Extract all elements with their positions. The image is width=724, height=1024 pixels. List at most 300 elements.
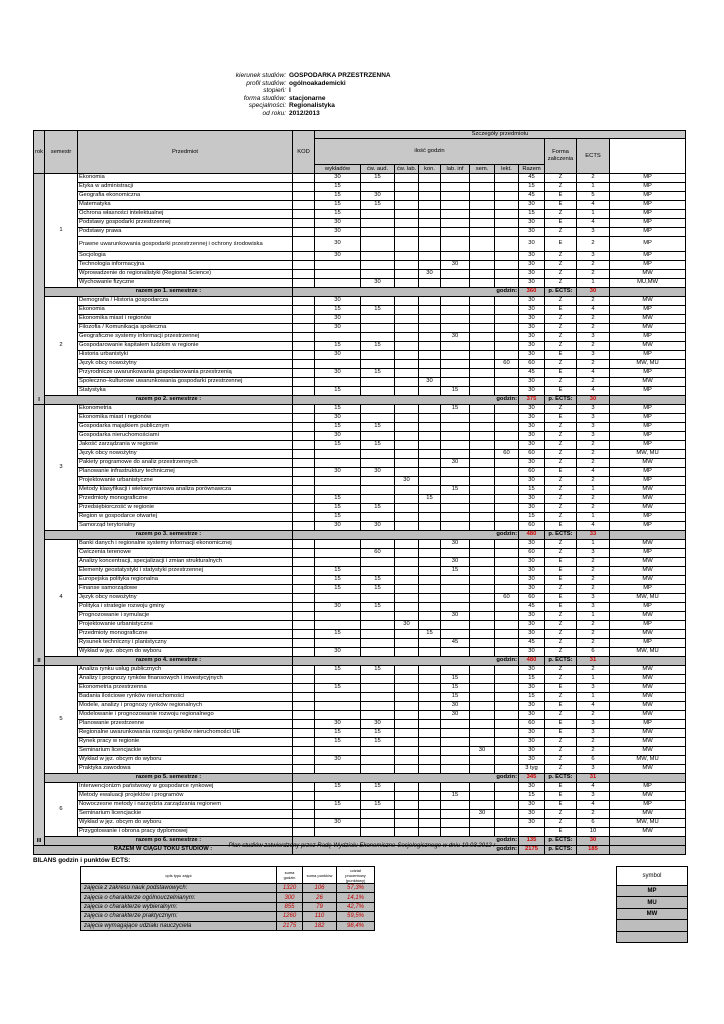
bilans-punktow: 26 (303, 893, 337, 902)
course-cw-lab (395, 174, 419, 183)
course-cw-aud (361, 819, 395, 828)
course-lekt (495, 192, 519, 201)
course-lekt: 60 (495, 360, 519, 369)
summary-ects: 30 (577, 396, 610, 405)
course-sem (470, 261, 495, 270)
course-wykladow (315, 711, 361, 720)
course-ects: 1 (577, 486, 610, 495)
course-name: Banki danych i regionalne systemy informacji ekonomicznej (78, 540, 293, 549)
course-sem (470, 252, 495, 261)
course-lab-inf (441, 765, 470, 774)
summary-godzin: 135 (519, 837, 545, 846)
course-lekt (495, 828, 519, 837)
course-name: Geograficzne systemy informacji przestrzennej (78, 333, 293, 342)
course-modul: MW (610, 504, 686, 513)
course-cw-lab (395, 387, 419, 396)
course-wykladow: 15 (315, 387, 361, 396)
course-kod (293, 639, 315, 648)
course-sem (470, 801, 495, 810)
table-row (34, 783, 686, 792)
header-row (0, 80, 724, 88)
course-lekt (495, 351, 519, 360)
course-wykladow: 15 (315, 729, 361, 738)
course-kod (293, 720, 315, 729)
course-forma: Z (545, 324, 577, 333)
course-lekt (495, 549, 519, 558)
total-godzin-label: godzin: (293, 846, 519, 855)
course-name: Modelowanie i prognozowanie rozwoju regionalnego (78, 711, 293, 720)
course-cw-aud: 15 (361, 585, 395, 594)
course-cw-aud (361, 210, 395, 219)
course-cw-aud (361, 702, 395, 711)
course-lab-inf (441, 810, 470, 819)
bilans-punktow: 110 (303, 912, 337, 921)
course-kod (293, 477, 315, 486)
course-wykladow (315, 450, 361, 459)
course-razem: 30 (519, 279, 545, 288)
semester-label: 5 (45, 666, 78, 774)
course-modul: MP (610, 387, 686, 396)
course-modul: MW (610, 378, 686, 387)
table-row (34, 342, 686, 351)
course-lekt (495, 270, 519, 279)
course-name: Metody ewaluacji projektów i programów (78, 792, 293, 801)
course-cw-aud (361, 675, 395, 684)
course-lekt (495, 252, 519, 261)
course-lab-inf (441, 174, 470, 183)
course-name: Etyka w administracji (78, 183, 293, 192)
course-wykladow (315, 792, 361, 801)
course-wykladow: 30 (315, 648, 361, 657)
course-cw-lab (395, 828, 419, 837)
course-forma: E (545, 219, 577, 228)
course-forma: Z (545, 279, 577, 288)
course-lekt (495, 261, 519, 270)
course-lab-inf (441, 210, 470, 219)
table-row (34, 810, 686, 819)
course-cw-aud (361, 252, 395, 261)
course-kon (419, 567, 441, 576)
course-cw-lab (395, 201, 419, 210)
course-sem (470, 513, 495, 522)
course-sem (470, 279, 495, 288)
course-sem (470, 342, 495, 351)
course-kod (293, 513, 315, 522)
col-lekt: lekt. (495, 165, 519, 174)
course-lekt (495, 414, 519, 423)
summary-label: razem po 6. semestrze : (45, 837, 293, 846)
header-value: 2012/2013 (289, 109, 320, 117)
header-value: stacjonarne (289, 94, 326, 102)
header-row (0, 102, 724, 110)
course-lab-inf: 30 (441, 459, 470, 468)
course-sem (470, 306, 495, 315)
course-ects: 6 (577, 756, 610, 765)
course-kon (419, 549, 441, 558)
course-lekt (495, 333, 519, 342)
bilans-opis: zajęcia o charakterze ogólnouczelnianym: (81, 893, 277, 902)
course-kon (419, 183, 441, 192)
bilans-godzin: 2175 (277, 921, 303, 930)
course-name: Projektowanie urbanistyczne (78, 621, 293, 630)
bilans-header-row (81, 867, 375, 884)
table-row (34, 468, 686, 477)
col-szczegoly: Szczegóły przedmiotu (315, 131, 686, 139)
course-ects: 4 (577, 306, 610, 315)
table-row (34, 192, 686, 201)
table-row (34, 414, 686, 423)
summary-godzin-label: godzin: (293, 837, 519, 846)
course-cw-lab (395, 468, 419, 477)
course-lekt (495, 810, 519, 819)
course-lab-inf (441, 378, 470, 387)
course-razem: 15 (519, 693, 545, 702)
course-wykladow: 15 (315, 306, 361, 315)
course-modul: MW (610, 675, 686, 684)
course-name: Rysunek techniczny i planistyczny (78, 639, 293, 648)
course-name: Matematyka (78, 201, 293, 210)
course-modul: MP (610, 639, 686, 648)
course-kod (293, 378, 315, 387)
table-row (34, 201, 686, 210)
table-row (34, 405, 686, 414)
course-cw-aud: 15 (361, 306, 395, 315)
course-lekt (495, 315, 519, 324)
course-sem (470, 504, 495, 513)
course-lab-inf (441, 432, 470, 441)
course-kod (293, 711, 315, 720)
course-modul: MW (610, 342, 686, 351)
course-cw-lab (395, 378, 419, 387)
course-kon (419, 432, 441, 441)
course-sem (470, 666, 495, 675)
course-forma: Z (545, 711, 577, 720)
course-name: Język obcy nowożytny (78, 360, 293, 369)
course-kod (293, 585, 315, 594)
course-forma: Z (545, 540, 577, 549)
course-kon (419, 351, 441, 360)
bilans-col-punktow: suma punktów (303, 867, 337, 884)
course-kod (293, 192, 315, 201)
course-lekt (495, 387, 519, 396)
course-ects: 4 (577, 468, 610, 477)
course-razem: 45 (519, 174, 545, 183)
course-lekt (495, 756, 519, 765)
course-ects: 3 (577, 765, 610, 774)
course-kod (293, 738, 315, 747)
table-row (34, 819, 686, 828)
course-lekt (495, 675, 519, 684)
course-cw-lab (395, 792, 419, 801)
summary-godzin-label: godzin: (293, 531, 519, 540)
course-cw-aud (361, 792, 395, 801)
course-lekt (495, 558, 519, 567)
col-ects: ECTS (577, 139, 610, 174)
course-sem (470, 432, 495, 441)
course-ects: 2 (577, 459, 610, 468)
course-wykladow (315, 828, 361, 837)
course-wykladow: 15 (315, 183, 361, 192)
course-modul: MW (610, 810, 686, 819)
course-cw-lab (395, 414, 419, 423)
course-name: Socjologia (78, 252, 293, 261)
course-ects: 2 (577, 504, 610, 513)
course-lab-inf (441, 477, 470, 486)
course-lab-inf (441, 603, 470, 612)
table-row (34, 351, 686, 360)
course-kod (293, 279, 315, 288)
course-kon (419, 324, 441, 333)
course-kod (293, 756, 315, 765)
table-row (34, 174, 686, 183)
course-cw-aud (361, 711, 395, 720)
bilans-row (81, 912, 375, 921)
table-row (34, 639, 686, 648)
course-forma: Z (545, 810, 577, 819)
table-row (34, 210, 686, 219)
course-ects: 3 (577, 351, 610, 360)
symbol-value: MW (617, 908, 688, 919)
table-row (34, 720, 686, 729)
course-name: Statystyka (78, 387, 293, 396)
course-name: Podstawy prawa (78, 228, 293, 237)
course-sem (470, 219, 495, 228)
course-kon (419, 468, 441, 477)
course-cw-lab (395, 558, 419, 567)
course-cw-aud (361, 351, 395, 360)
course-modul: MP (610, 513, 686, 522)
course-ects: 1 (577, 675, 610, 684)
course-sem (470, 369, 495, 378)
course-razem: 30 (519, 729, 545, 738)
course-kon (419, 360, 441, 369)
course-sem (470, 765, 495, 774)
course-forma: E (545, 702, 577, 711)
summary-label: razem po 4. semestrze : (45, 657, 293, 666)
course-sem (470, 351, 495, 360)
course-razem: 30 (519, 540, 545, 549)
table-row (34, 693, 686, 702)
course-modul: MP (610, 183, 686, 192)
semester-summary-row (34, 531, 686, 540)
course-sem (470, 315, 495, 324)
bilans-udzial: 59,5% (337, 912, 375, 921)
course-name: Interwencjonizm państwowy w gospodarce rynkowej (78, 783, 293, 792)
course-forma: Z (545, 486, 577, 495)
course-cw-lab (395, 504, 419, 513)
course-ects: 2 (577, 270, 610, 279)
course-kod (293, 819, 315, 828)
course-razem: 30 (519, 378, 545, 387)
course-modul: MP (610, 192, 686, 201)
course-lekt (495, 567, 519, 576)
course-ects: 3 (577, 252, 610, 261)
course-kod (293, 828, 315, 837)
course-razem: 30 (519, 648, 545, 657)
course-wykladow: 15 (315, 666, 361, 675)
course-wykladow (315, 675, 361, 684)
course-forma: Z (545, 360, 577, 369)
course-modul: MW (610, 324, 686, 333)
course-modul: MW (610, 702, 686, 711)
course-lekt (495, 228, 519, 237)
course-sem (470, 549, 495, 558)
table-row (34, 765, 686, 774)
course-forma: Z (545, 270, 577, 279)
course-kod (293, 351, 315, 360)
course-lekt (495, 486, 519, 495)
course-ects: 4 (577, 387, 610, 396)
course-sem (470, 594, 495, 603)
summary-empty (610, 531, 686, 540)
course-modul: MW (610, 558, 686, 567)
course-modul: MP (610, 621, 686, 630)
course-cw-lab (395, 342, 419, 351)
semester-summary-row (34, 288, 686, 297)
course-forma: Z (545, 183, 577, 192)
course-lab-inf (441, 585, 470, 594)
course-lekt (495, 747, 519, 756)
course-sem (470, 333, 495, 342)
course-kon (419, 405, 441, 414)
course-lab-inf (441, 468, 470, 477)
course-lab-inf (441, 441, 470, 450)
course-kon (419, 423, 441, 432)
course-kon (419, 621, 441, 630)
course-cw-lab (395, 819, 419, 828)
course-kod (293, 297, 315, 306)
course-lab-inf (441, 648, 470, 657)
course-cw-lab (395, 369, 419, 378)
col-cw-aud: ćw. aud. (361, 165, 395, 174)
course-razem: 30 (519, 576, 545, 585)
course-forma: Z (545, 765, 577, 774)
header-value: I (289, 87, 291, 95)
course-forma: E (545, 306, 577, 315)
course-razem: 30 (519, 333, 545, 342)
course-forma: E (545, 729, 577, 738)
course-sem (470, 174, 495, 183)
course-name: Modele, analizy i prognozy rynków regionalnych (78, 702, 293, 711)
course-sem (470, 237, 495, 252)
course-name: Ekonomia (78, 306, 293, 315)
course-ects: 3 (577, 228, 610, 237)
course-kon (419, 459, 441, 468)
course-ects: 4 (577, 201, 610, 210)
course-name: Przygotowanie i obrona pracy dyplomowej (78, 828, 293, 837)
course-kod (293, 342, 315, 351)
course-razem: 30 (519, 342, 545, 351)
course-lab-inf (441, 666, 470, 675)
course-kon (419, 513, 441, 522)
table-row (34, 219, 686, 228)
table-row (34, 315, 686, 324)
course-sem (470, 720, 495, 729)
course-lekt (495, 630, 519, 639)
bilans-col-opis: opis typu zajęć (81, 867, 277, 884)
course-forma: Z (545, 333, 577, 342)
table-row (34, 183, 686, 192)
study-plan-table (33, 130, 686, 855)
summary-godzin: 480 (519, 531, 545, 540)
course-kod (293, 369, 315, 378)
course-sem (470, 648, 495, 657)
course-kod (293, 621, 315, 630)
course-ects: 3 (577, 405, 610, 414)
course-lab-inf (441, 228, 470, 237)
course-forma: Z (545, 585, 577, 594)
course-cw-aud: 15 (361, 603, 395, 612)
course-lab-inf (441, 414, 470, 423)
course-razem: 15 (519, 513, 545, 522)
course-kon (419, 648, 441, 657)
course-sem (470, 612, 495, 621)
course-cw-lab (395, 261, 419, 270)
course-cw-lab (395, 324, 419, 333)
summary-ects-label: p. ECTS: (545, 657, 577, 666)
course-forma: Z (545, 261, 577, 270)
course-kod (293, 252, 315, 261)
course-lekt (495, 378, 519, 387)
course-forma: Z (545, 450, 577, 459)
summary-ects-label: p. ECTS: (545, 774, 577, 783)
bilans-col-udzial: udział procentowy (punktowy) (337, 867, 375, 884)
course-sem (470, 567, 495, 576)
course-cw-aud (361, 477, 395, 486)
table-row (34, 378, 686, 387)
course-name: Wychowanie fizyczne (78, 279, 293, 288)
course-name: Historia urbanistyki (78, 351, 293, 360)
course-modul: MW (610, 486, 686, 495)
course-sem (470, 783, 495, 792)
course-sem (470, 621, 495, 630)
summary-empty (610, 774, 686, 783)
course-kod (293, 702, 315, 711)
course-lekt (495, 720, 519, 729)
course-forma: E (545, 351, 577, 360)
semester-label: 3 (45, 405, 78, 531)
course-forma: E (545, 828, 577, 837)
table-row (34, 237, 686, 252)
symbol-row (617, 920, 688, 931)
table-row (34, 369, 686, 378)
course-ects: 2 (577, 810, 610, 819)
course-ects: 4 (577, 801, 610, 810)
course-name: Przedmioty monograficzne (78, 495, 293, 504)
course-forma: Z (545, 495, 577, 504)
summary-empty (610, 657, 686, 666)
year-label: II (34, 405, 45, 666)
course-kon (419, 576, 441, 585)
course-cw-aud: 15 (361, 783, 395, 792)
course-cw-lab (395, 279, 419, 288)
course-forma: E (545, 684, 577, 693)
study-plan-body (34, 174, 686, 855)
course-modul: MW (610, 693, 686, 702)
course-ects: 2 (577, 630, 610, 639)
table-row (34, 387, 686, 396)
course-cw-aud: 30 (361, 522, 395, 531)
course-sem (470, 477, 495, 486)
course-lekt (495, 306, 519, 315)
course-lab-inf: 15 (441, 486, 470, 495)
course-cw-aud (361, 450, 395, 459)
summary-label: razem po 1. semestrze : (45, 288, 293, 297)
course-razem: 30 (519, 459, 545, 468)
course-forma: Z (545, 549, 577, 558)
course-lekt (495, 801, 519, 810)
col-lab-inf: lab. inf (441, 165, 470, 174)
